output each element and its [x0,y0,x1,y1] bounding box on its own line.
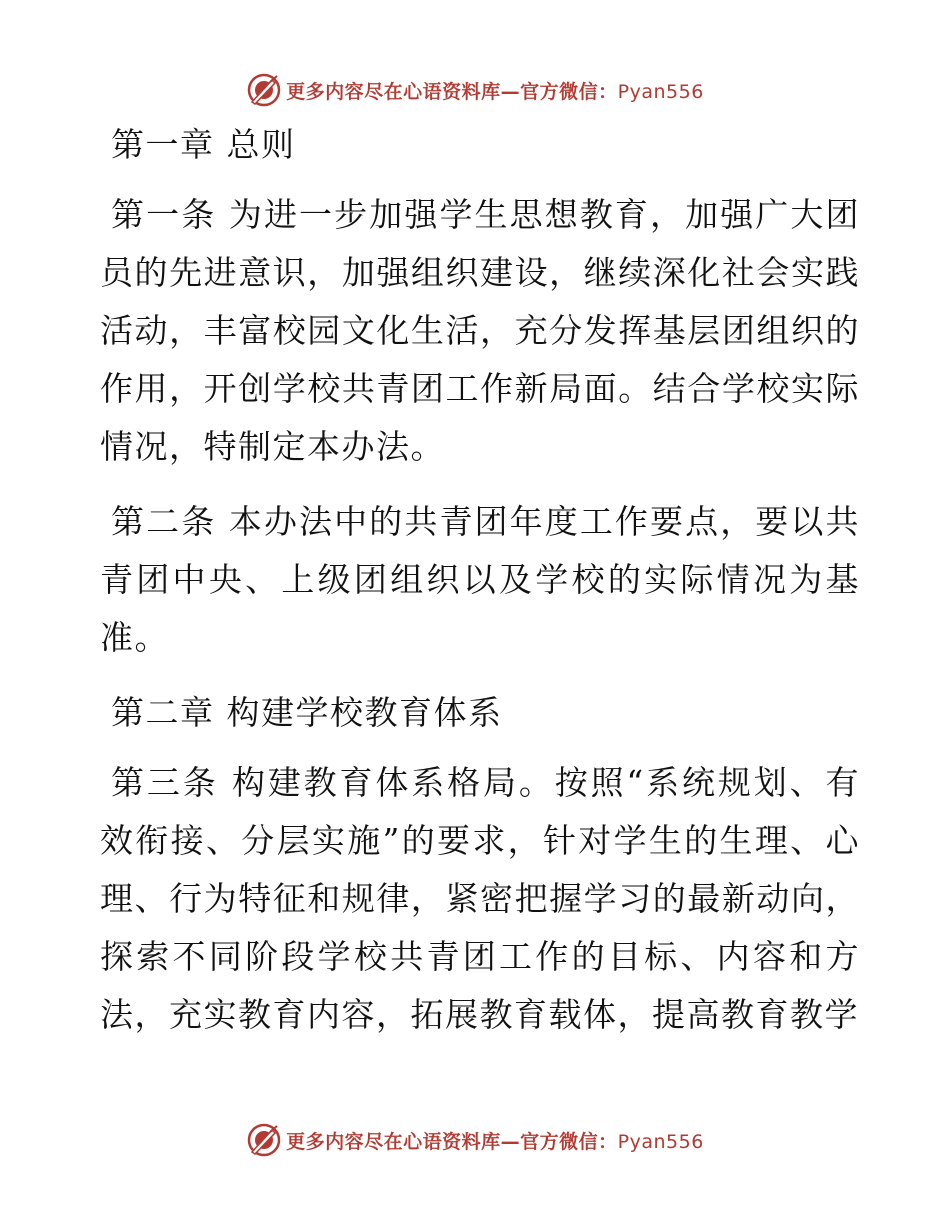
chapter-heading: 第二章 构建学校教育体系 [111,693,503,732]
quill-pen-logo-icon [246,1122,282,1158]
article-paragraph: 第二条 本办法中的共青团年度工作要点，要以共青团中央、上级团组织以及学校的实际情况为基准。 [100,502,860,657]
document-body [100,116,860,1061]
article-paragraph: 第三条 构建教育体系格局。按照“系统规划、有效衔接、分层实施”的要求，针对学生的生理、心理、行为特征和规律，紧密把握学习的最新动向，探索不同阶段学校共青团工作的目标、内容和方法，充实教育内容，拓展教育载体，提高教育教学 [100,763,860,1034]
watermark-text: 更多内容尽在心语资料库—官方微信：Pyan556 [286,1130,704,1153]
footer-watermark [0,1120,950,1160]
watermark-text: 更多内容尽在心语资料库—官方微信：Pyan556 [286,80,704,103]
header-watermark [0,70,950,110]
chapter-heading: 第一章 总则 [111,125,296,164]
article-paragraph: 第一条 为进一步加强学生思想教育，加强广大团员的先进意识，加强组织建设，继续深化社会实践活动，丰富校园文化生活，充分发挥基层团组织的作用，开创学校共青团工作新局面。结合学校实际情况，特制定本办法。 [100,195,860,466]
quill-pen-logo-icon [246,72,282,108]
